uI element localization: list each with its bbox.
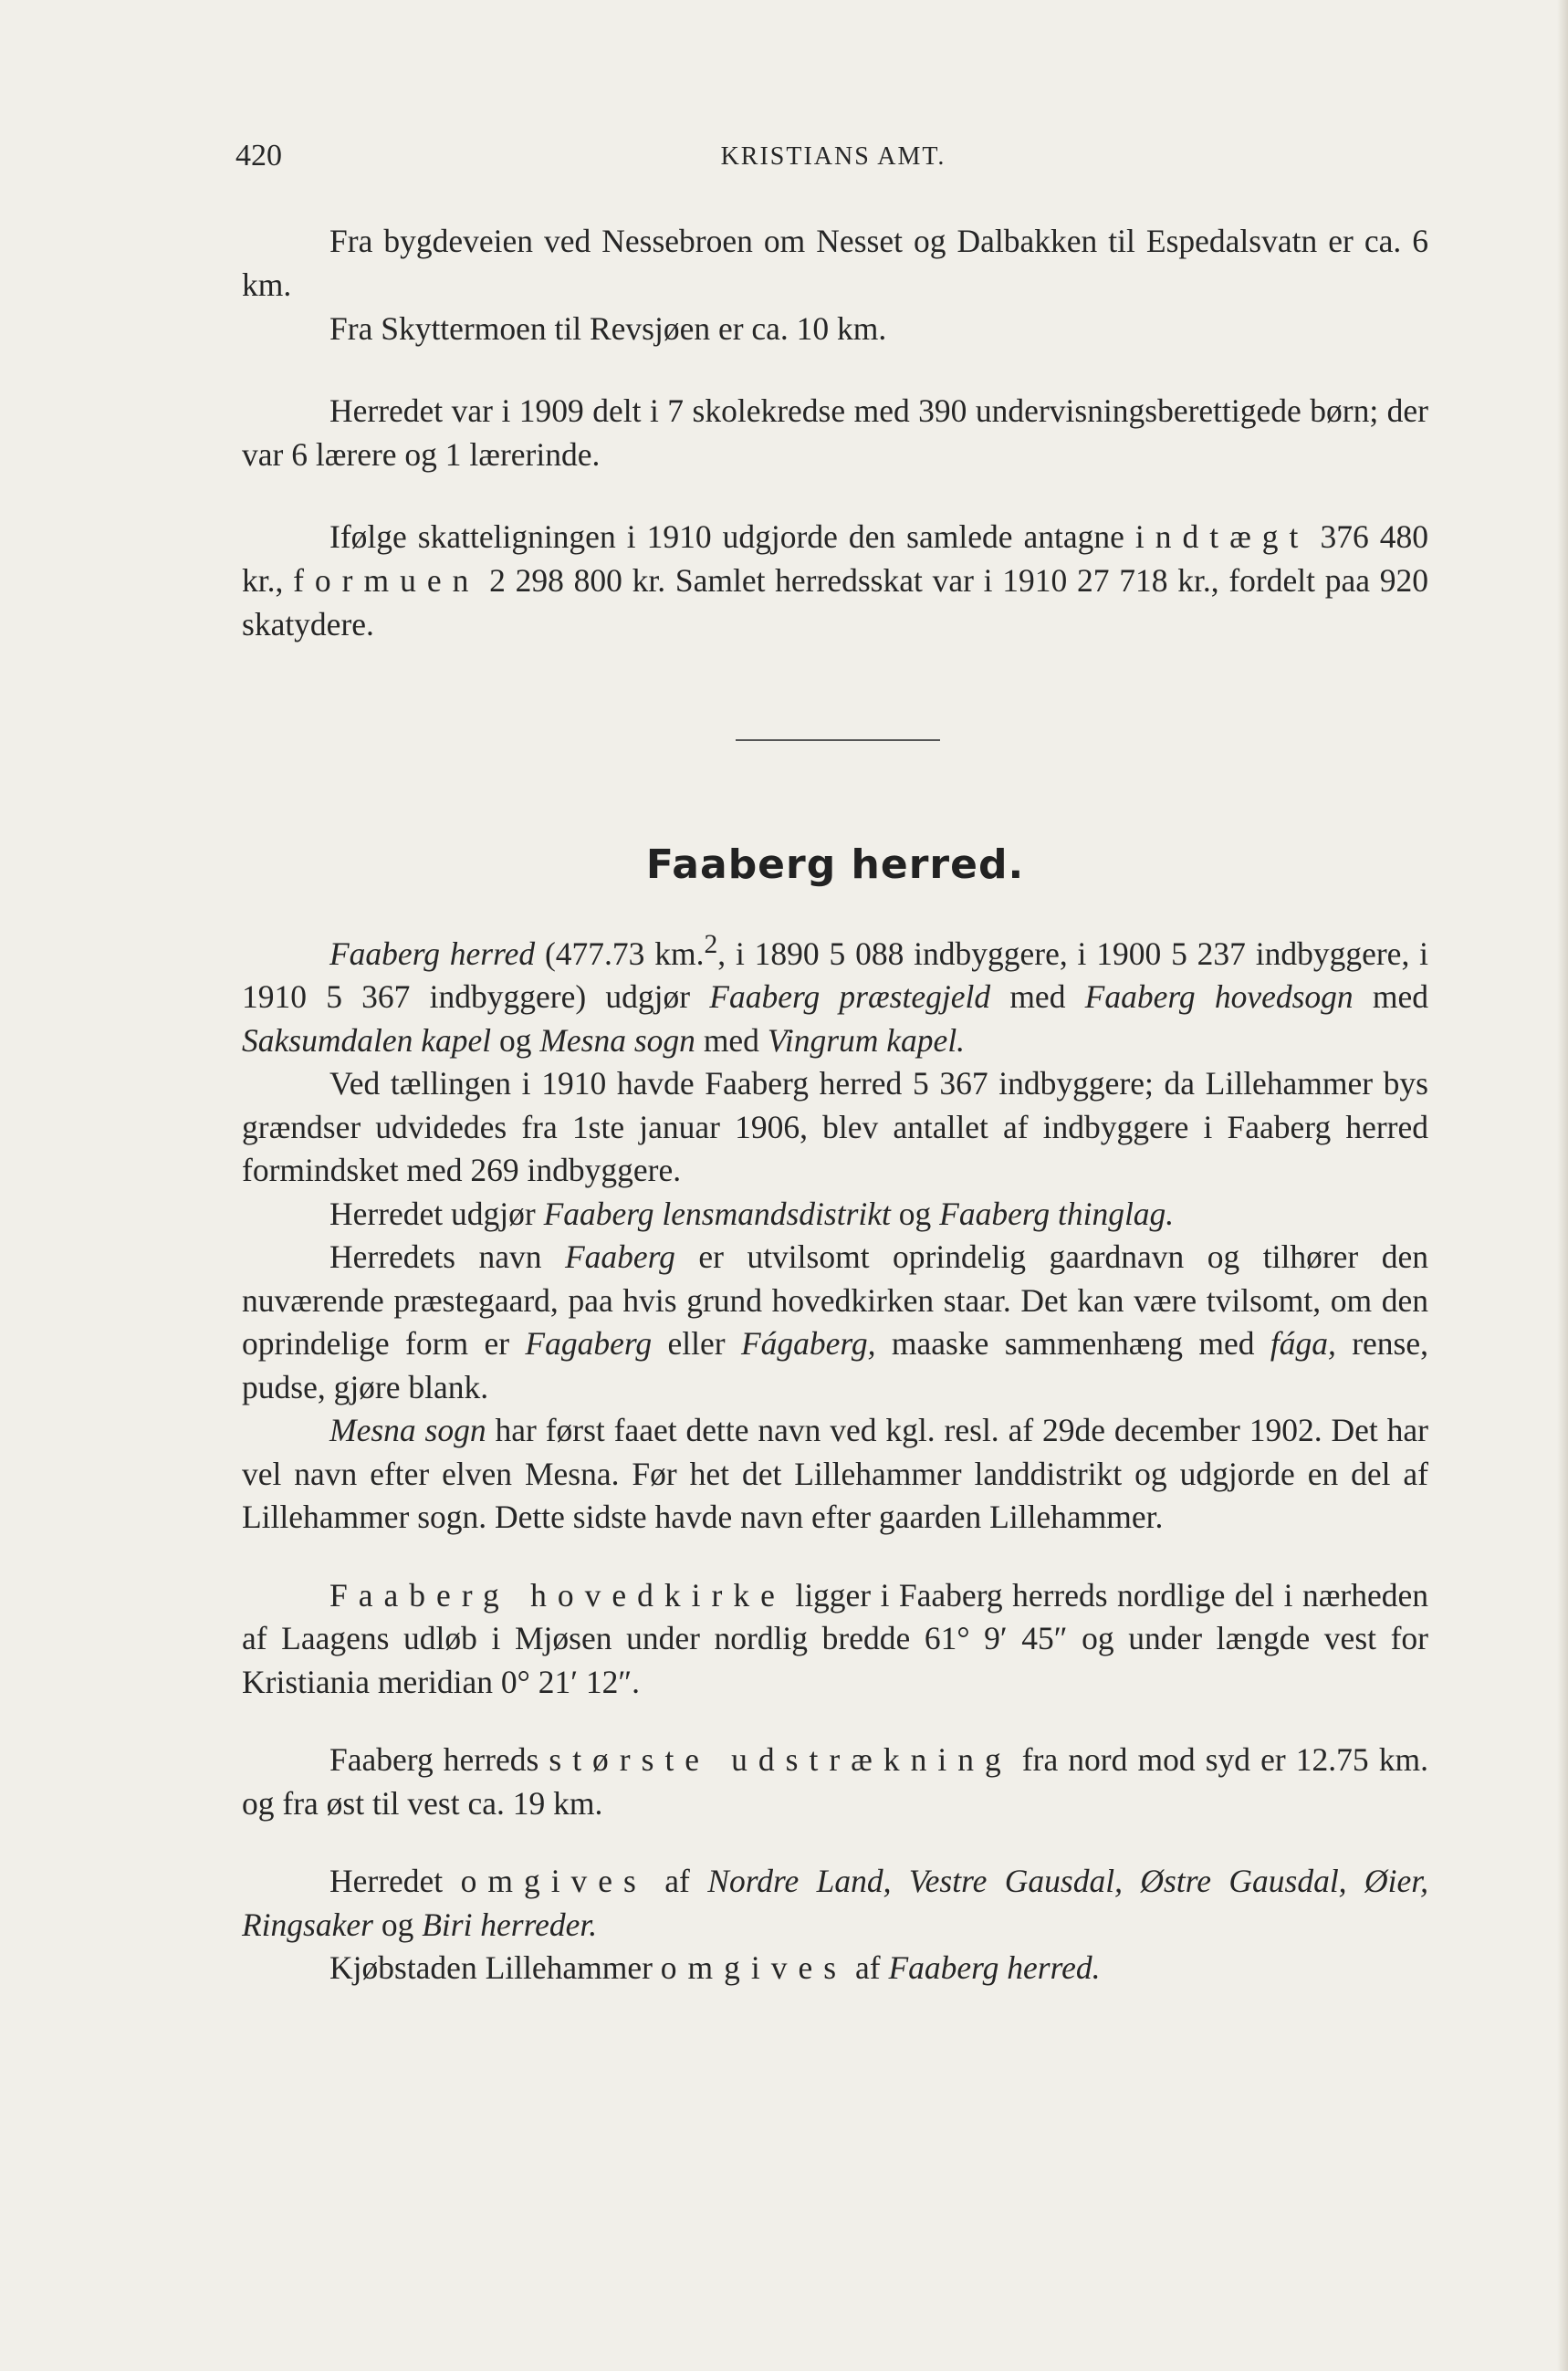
top-text-block: [242, 219, 1428, 646]
paragraph-road-nessebroen: Fra bygdeveien ved Nessebroen om Nesset og Dalbakken til Espedalsvatn er ca. 6 km.: [242, 223, 1428, 303]
paragraph-districts: [242, 1193, 1428, 1237]
spaced-term: omgives: [460, 1863, 647, 1900]
page-header: [235, 139, 1431, 184]
text-run: Herredet: [329, 1863, 461, 1900]
page-edge-shadow: [1557, 0, 1568, 2371]
paragraph-road-skyttermoen: Fra Skyttermoen til Revsjøen er ca. 10 km.: [329, 310, 887, 347]
italic-term: Faaberg lensmandsdistrikt: [543, 1195, 891, 1232]
italic-term: Biri herreder.: [422, 1906, 598, 1943]
italic-term: Faaberg præstegjeld: [709, 978, 991, 1016]
text-run: med: [695, 1021, 768, 1059]
italic-term: Faaberg: [564, 1238, 675, 1276]
text-run: fra nord mod syd er 12.75 km. og fra øst til vest ca. 19 km.: [242, 1741, 1428, 1822]
spaced-term-wealth: formuen: [293, 562, 480, 599]
italic-term: fága,: [1270, 1325, 1336, 1363]
text-run: Kjøbstaden Lillehammer: [329, 1949, 661, 1987]
italic-term: Faaberg herred: [329, 935, 536, 972]
italic-term: Faaberg herred.: [888, 1949, 1101, 1987]
italic-term: Vingrum kapel.: [767, 1021, 966, 1059]
italic-term: Fagaberg: [525, 1325, 653, 1363]
paragraph-census: Ved tællingen i 1910 havde Faaberg herred 5 367 indbyggere; da Lillehammer bys grændser udvidedes fra 1ste januar 1906, blev antallet af indbyggere i Faaberg herred formindsket med 269 indbyggere.: [242, 1065, 1428, 1189]
section-divider: [736, 739, 940, 741]
paragraph-main-church: [242, 1574, 1428, 1705]
superscript: 2: [704, 930, 718, 959]
paragraph-faaberg-intro: [242, 924, 1428, 1062]
spaced-term-income: indtægt: [1134, 518, 1310, 555]
italic-term: Mesna sogn: [329, 1412, 486, 1449]
spaced-term: største udstrækning: [549, 1741, 1012, 1779]
text-run: Ifølge skatteligningen i 1910 udgjorde den samlede antagne: [329, 518, 1135, 555]
paragraph-mesna-sogn: [242, 1409, 1428, 1540]
text-run: er utvilsomt oprindelig gaardnavn og tilhører den nuværende præstegaard, paa hvis grund hovedkirken staar. Det kan være tvilsomt, om den oprindelige form er: [242, 1238, 1428, 1363]
italic-term: Mesna sogn: [539, 1021, 695, 1059]
text-run: ligger i Faaberg herreds nordlige del i nærheden af Laagens udløb i Mjøsen under nordlig bredde 61° 9′ 45″ og under længde vest for Kristiania meridian 0° 21′ 12″.: [242, 1576, 1428, 1700]
text-run: af: [847, 1949, 889, 1987]
italic-term: Faaberg thinglag.: [939, 1195, 1175, 1232]
text-run: Faaberg herreds: [329, 1741, 549, 1779]
italic-term: Saksumdalen kapel: [242, 1021, 492, 1059]
text-run: og: [491, 1021, 540, 1059]
text-run: rense, pudse, gjøre blank.: [242, 1325, 1428, 1405]
paragraph-extent: [242, 1739, 1428, 1825]
text-run: Herredets navn: [329, 1238, 565, 1276]
paragraph-school-districts: Herredet var i 1909 delt i 7 skolekredse med 390 undervisningsberettigede børn; der var 6 lærere og 1 lærerinde.: [242, 392, 1428, 473]
text-run: (477.73 km.: [535, 935, 705, 972]
section-text-block: [242, 924, 1428, 1990]
text-run: 2 298 800 kr. Samlet herredsskat var i 1910 27 718 kr., fordelt paa 920 skatydere.: [242, 562, 1428, 642]
text-run: har først faaet dette navn ved kgl. resl. af 29de december 1902. Det har vel navn efter elven Mesna. Før het det Lillehammer landdistrikt og udgjorde en del af Lillehammer sogn. Dette sidste havde navn efter gaarden Lillehammer.: [242, 1412, 1429, 1536]
text-run: , i 1890 5 088 indbyggere, i 1900 5 237 indbyggere, i 1910 5 367 indbyggere) udgjør: [242, 935, 1429, 1016]
paragraph-name-origin: [242, 1236, 1428, 1409]
paragraph-lillehammer-borders: [242, 1947, 1428, 1990]
text-run: med: [1353, 978, 1428, 1016]
paragraph-borders: [242, 1860, 1428, 1947]
italic-term: Faaberg hovedsogn: [1084, 978, 1354, 1016]
spaced-term: Faaberg hovedkirke: [329, 1576, 786, 1614]
text-run: 376 480 kr.,: [242, 518, 1428, 599]
text-run: maaske sammenhæng med: [875, 1325, 1270, 1363]
text-run: og: [890, 1195, 940, 1232]
page-number: 420: [235, 139, 282, 172]
spaced-term: omgives: [660, 1949, 848, 1987]
text-run: eller: [652, 1325, 741, 1363]
text-run: af: [646, 1863, 708, 1900]
text-run: med: [990, 978, 1085, 1016]
section-title: Faaberg herred.: [645, 841, 1025, 888]
running-head: KRISTIANS AMT.: [720, 142, 946, 171]
text-run: og: [372, 1906, 423, 1943]
text-run: Herredet udgjør: [329, 1195, 544, 1232]
paragraph-tax-assessment: [242, 515, 1428, 646]
italic-term: Nordre Land, Vestre Gausdal, Østre Gausdal, Øier, Ringsaker: [242, 1863, 1428, 1943]
italic-term: Fágaberg,: [740, 1325, 876, 1363]
